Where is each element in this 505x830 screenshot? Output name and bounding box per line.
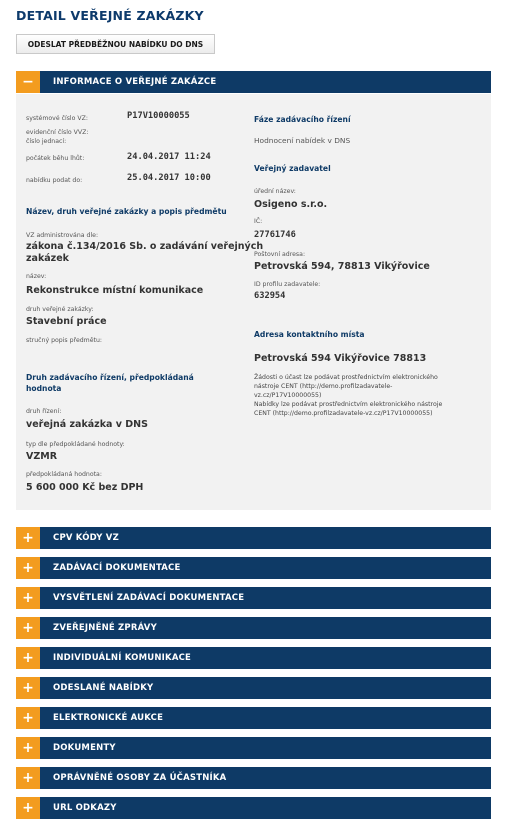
start-label: počátek běhu lhůt: (26, 155, 85, 162)
estimated-value: 5 600 000 Kč bez DPH (26, 482, 144, 493)
expand-icon[interactable]: + (16, 587, 40, 609)
section-header-communication[interactable] (16, 647, 491, 669)
collapse-icon[interactable]: − (16, 71, 40, 93)
section-title-info: INFORMACE O VEŘEJNÉ ZAKÁZCE (53, 77, 217, 87)
start-value: 24.04.2017 11:24 (127, 152, 211, 162)
procedure-label: druh řízení: (26, 408, 62, 415)
profile-id-value: 632954 (254, 291, 286, 301)
contact-note-1: Žádosti o účast lze podávat prostřednictvím elektronického (254, 374, 438, 381)
contact-note-4: Nabídky lze podávat prostřednictvím elektronického nástroje (254, 401, 443, 408)
contact-note-3: vz.cz/P17V10000055) (254, 392, 322, 399)
law-value: zákona č.134/2016 Sb. o zadávání veřejných (26, 241, 264, 252)
expand-icon[interactable]: + (16, 617, 40, 639)
contract-type-value: Stavební práce (26, 316, 107, 327)
section-title: ODESLANÉ NABÍDKY (53, 683, 154, 693)
section-title: DOKUMENTY (53, 743, 116, 753)
law-value-cont: zakázek (26, 253, 69, 264)
expand-icon[interactable]: + (16, 737, 40, 759)
profile-id-label: ID profilu zadavatele: (254, 281, 321, 288)
registry-number-label: evidenční číslo VVZ: (26, 129, 89, 136)
info-panel (16, 94, 491, 510)
section-title: VYSVĚTLENÍ ZADÁVACÍ DOKUMENTACE (53, 593, 245, 603)
contact-note-5: CENT (http://demo.profilzadavatele-vz.cz/P17V10000055) (254, 410, 433, 417)
expand-icon[interactable]: + (16, 527, 40, 549)
section-header-tender-docs[interactable] (16, 557, 491, 579)
procedure-value: veřejná zakázka v DNS (26, 419, 148, 430)
reference-number-label: číslo jednací: (26, 138, 67, 145)
expand-icon[interactable]: + (16, 707, 40, 729)
deadline-value: 25.04.2017 10:00 (127, 173, 211, 183)
section-title: URL ODKAZY (53, 803, 117, 813)
section-header-info[interactable] (16, 71, 491, 93)
section-header-documents[interactable] (16, 737, 491, 759)
expand-icon[interactable]: + (16, 797, 40, 819)
value-type-label: typ dle předpokládané hodnoty: (26, 441, 125, 448)
ico-value: 27761746 (254, 230, 296, 240)
estimated-value-label: předpokládaná hodnota: (26, 471, 102, 478)
ico-label: IČ: (254, 218, 263, 225)
system-number-label: systémové číslo VZ: (26, 115, 88, 122)
section-header-authorized-persons[interactable] (16, 767, 491, 789)
value-type-value: VZMR (26, 451, 58, 462)
deadline-label: nabídku podat do: (26, 177, 83, 184)
contract-type-label: druh veřejné zakázky: (26, 306, 94, 313)
section-title: INDIVIDUÁLNÍ KOMUNIKACE (53, 653, 192, 663)
name-label: název: (26, 273, 47, 280)
expand-icon[interactable]: + (16, 557, 40, 579)
postal-address-label: Poštovní adresa: (254, 251, 306, 258)
section-header-published-reports[interactable] (16, 617, 491, 639)
section-header-url-links[interactable] (16, 797, 491, 819)
expand-icon[interactable]: + (16, 677, 40, 699)
description-label: stručný popis předmětu: (26, 337, 102, 344)
system-number-value: P17V10000055 (127, 111, 190, 121)
buyer-title: Veřejný zadavatel (254, 164, 331, 173)
contact-address-value: Petrovská 594 Vikýřovice 78813 (254, 353, 427, 364)
contact-note-2: nástroje CENT (http://demo.profilzadavatele- (254, 383, 393, 390)
page-title: DETAIL VEŘEJNÉ ZAKÁZKY (16, 8, 204, 23)
phase-value: Hodnocení nabídek v DNS (254, 136, 351, 145)
contact-title: Adresa kontaktního místa (254, 330, 365, 339)
send-prebid-dns-button[interactable]: ODESLAT PŘEDBĚŽNOU NABÍDKU DO DNS (16, 34, 215, 54)
section-header-auctions[interactable] (16, 707, 491, 729)
official-name-label: úřední název: (254, 188, 296, 195)
phase-title: Fáze zadávacího řízení (254, 115, 351, 124)
expand-icon[interactable]: + (16, 647, 40, 669)
section-title: OPRÁVNĚNÉ OSOBY ZA ÚČASTNÍKA (53, 773, 227, 783)
section-title: ZVEŘEJNĚNÉ ZPRÁVY (53, 623, 157, 633)
section-title: ZADÁVACÍ DOKUMENTACE (53, 563, 181, 573)
postal-address-value: Petrovská 594, 78813 Vikýřovice (254, 261, 430, 272)
official-name-value: Osigeno s.r.o. (254, 199, 328, 210)
section-title: CPV KÓDY VZ (53, 533, 119, 543)
section-header-clarifications[interactable] (16, 587, 491, 609)
section-title: ELEKTRONICKÉ AUKCE (53, 713, 164, 723)
procedure-section-title-cont: hodnota (26, 384, 62, 393)
subject-section-title: Název, druh veřejné zakázky a popis předmětu (26, 207, 227, 216)
name-value: Rekonstrukce místní komunikace (26, 285, 204, 296)
procedure-section-title: Druh zadávacího řízení, předpokládaná (26, 373, 194, 382)
section-header-cpv[interactable] (16, 527, 491, 549)
section-header-sent-bids[interactable] (16, 677, 491, 699)
law-label: VZ administrována dle: (26, 232, 99, 239)
expand-icon[interactable]: + (16, 767, 40, 789)
